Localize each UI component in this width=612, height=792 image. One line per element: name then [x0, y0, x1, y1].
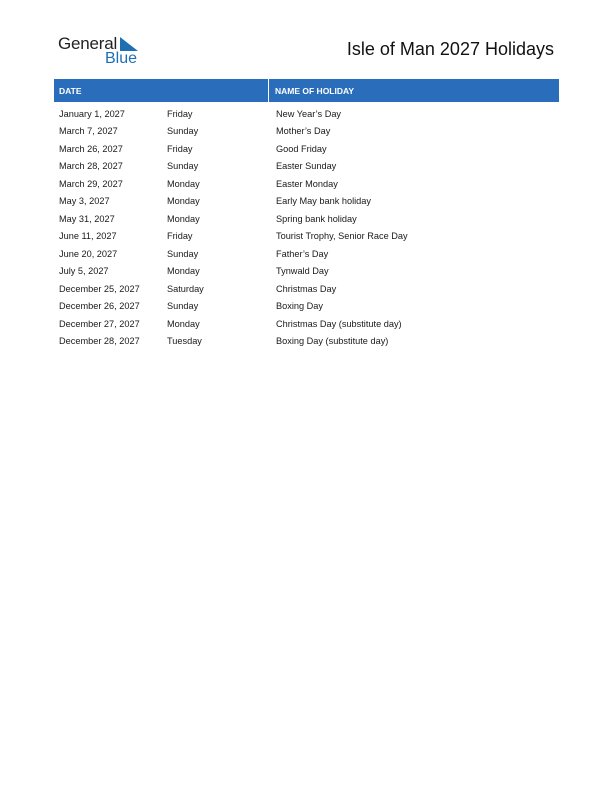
generalblue-logo	[58, 34, 148, 68]
holiday-name: Boxing Day	[276, 301, 323, 312]
table-row	[54, 228, 559, 246]
holiday-date: May 31, 2027	[59, 213, 115, 224]
holiday-date: December 28, 2027	[59, 336, 140, 347]
holiday-weekday: Friday	[167, 143, 193, 154]
holiday-name: Good Friday	[276, 143, 327, 154]
holiday-name: Christmas Day	[276, 283, 337, 294]
table-row	[54, 315, 559, 333]
holiday-weekday: Monday	[167, 196, 200, 207]
holiday-date: March 26, 2027	[59, 143, 123, 154]
holiday-weekday: Tuesday	[167, 336, 202, 347]
holiday-name: Christmas Day (substitute day)	[276, 318, 402, 329]
holiday-date: May 3, 2027	[59, 196, 110, 207]
column-header-date: DATE	[54, 79, 269, 102]
holiday-date: January 1, 2027	[59, 108, 125, 119]
holiday-weekday: Sunday	[167, 248, 199, 259]
holiday-name: Boxing Day (substitute day)	[276, 336, 389, 347]
table-row	[54, 123, 559, 141]
holiday-name: Spring bank holiday	[276, 213, 357, 224]
table-row	[54, 245, 559, 263]
holiday-weekday: Sunday	[167, 161, 199, 172]
table-row	[54, 158, 559, 176]
table-row	[54, 210, 559, 228]
holiday-weekday: Friday	[167, 108, 193, 119]
holiday-name: Tourist Trophy, Senior Race Day	[276, 231, 408, 242]
table-row	[54, 333, 559, 351]
holiday-date: March 7, 2027	[59, 126, 118, 137]
table-row	[54, 280, 559, 298]
holiday-date: June 11, 2027	[59, 231, 117, 242]
holiday-weekday: Monday	[167, 178, 200, 189]
holiday-name: New Year’s Day	[276, 108, 342, 119]
holiday-date: December 27, 2027	[59, 318, 140, 329]
table-row	[54, 263, 559, 281]
holiday-name: Early May bank holiday	[276, 196, 371, 207]
holiday-date: June 20, 2027	[59, 248, 118, 259]
holiday-date: December 26, 2027	[59, 301, 140, 312]
holiday-weekday: Monday	[167, 213, 200, 224]
holiday-weekday: Sunday	[167, 126, 199, 137]
holiday-name: Tynwald Day	[276, 266, 329, 277]
logo-text-general: General	[58, 34, 118, 53]
holiday-date: March 28, 2027	[59, 161, 123, 172]
holiday-name: Father’s Day	[276, 248, 329, 259]
table-row	[54, 105, 559, 123]
table-row	[54, 298, 559, 316]
logo-triangle-icon	[120, 37, 138, 51]
holiday-date: December 25, 2027	[59, 283, 140, 294]
holiday-name: Easter Sunday	[276, 161, 337, 172]
holiday-date: July 5, 2027	[59, 266, 109, 277]
page-title: Isle of Man 2027 Holidays	[346, 39, 554, 59]
table-body	[54, 102, 559, 350]
table-row	[54, 140, 559, 158]
table-header	[54, 79, 559, 102]
holiday-weekday: Sunday	[167, 301, 199, 312]
logo-text-blue: Blue	[105, 50, 138, 67]
holiday-weekday: Saturday	[167, 283, 204, 294]
holiday-name: Easter Monday	[276, 178, 338, 189]
holiday-table	[54, 79, 559, 350]
column-header-holiday: NAME OF HOLIDAY	[275, 85, 355, 96]
holiday-date: March 29, 2027	[59, 178, 123, 189]
table-row	[54, 193, 559, 211]
holiday-weekday: Friday	[167, 231, 193, 242]
holiday-name: Mother’s Day	[276, 126, 331, 137]
holiday-weekday: Monday	[167, 318, 200, 329]
holiday-weekday: Monday	[167, 266, 200, 277]
table-row	[54, 175, 559, 193]
